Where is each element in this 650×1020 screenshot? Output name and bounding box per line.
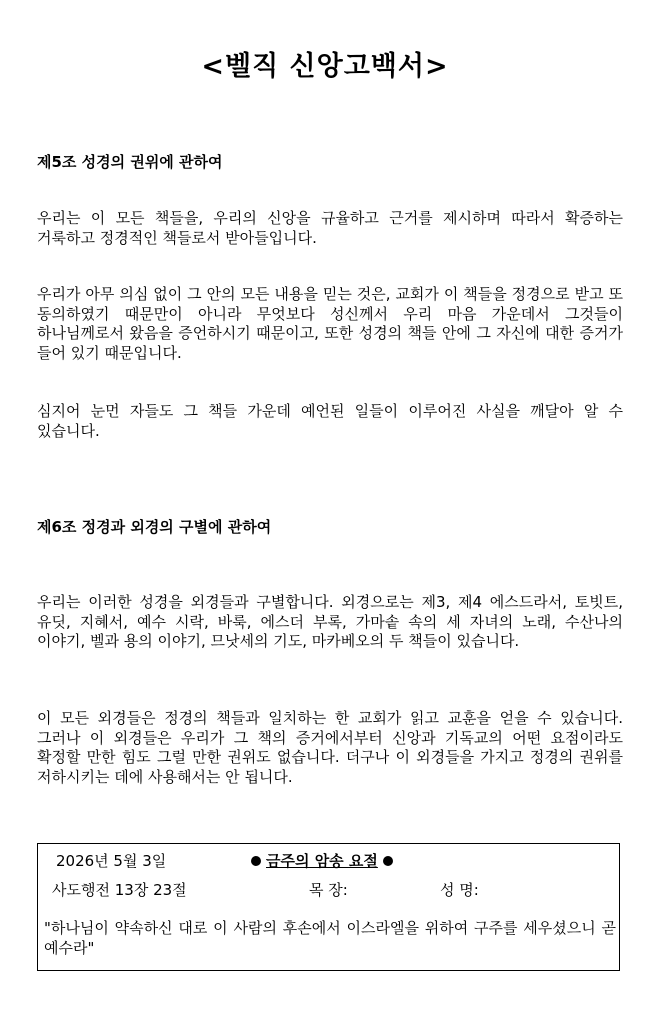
document-title: <벨직 신앙고백서> <box>201 51 449 82</box>
article-paragraph: 우리는 이 모든 책들을, 우리의 신앙을 규율하고 근거를 제시하며 따라서 확증하는 거룩하고 정경적인 책들로서 받아들입니다. <box>37 209 623 247</box>
article-heading: 제5조 성경의 권위에 관하여 <box>37 153 223 171</box>
memory-verse-text: "하나님이 약속하신 대로 이 사람의 후손에서 이스라엘을 위하여 구주를 세우셨으니 곧 예수라" <box>44 919 616 957</box>
memory-verse-box <box>37 843 620 971</box>
bullet-dot-icon <box>251 856 261 866</box>
article-paragraph: 이 모든 외경들은 정경의 책들과 일치하는 한 교회가 읽고 교훈을 얻을 수 있습니다. 그러나 이 외경들은 우리가 그 책의 증거에서부터 신앙과 기독교의 어떤 요점이라도 확정할 만한 힘도 그럴 만한 권위도 없습니다. 더구나 이 외경들을 가지고 정경의 권위를 저하시키는 데에 사용해서는 안 됩니다. <box>37 709 623 786</box>
bullet-dot-icon <box>383 856 393 866</box>
name-field-label: 성 명: <box>440 881 479 899</box>
article-paragraph: 우리는 이러한 성경을 외경들과 구별합니다. 외경으로는 제3, 제4 에스드라서, 토빗트, 유딧, 지혜서, 예수 시락, 바룩, 에스더 부록, 가마솥 속의 세 자녀의 노래, 수산나의 이야기, 벨과 용의 이야기, 므낫세의 기도, 마카베오의 두 책들이 있습니다. <box>37 593 623 650</box>
verse-reference: 사도행전 13장 23절 <box>52 881 187 899</box>
article-paragraph: 심지어 눈먼 자들도 그 책들 가운데 예언된 일들이 이루어진 사실을 깨달아 알 수 있습니다. <box>37 402 623 440</box>
memory-title: 금주의 암송 요절 <box>266 852 378 870</box>
article-heading: 제6조 정경과 외경의 구별에 관하여 <box>37 518 272 536</box>
memory-title-group <box>246 850 398 871</box>
memory-date: 2026년 5월 3일 <box>56 852 167 870</box>
article-paragraph: 우리가 아무 의심 없이 그 안의 모든 내용을 믿는 것은, 교회가 이 책들을 정경으로 받고 또 동의하였기 때문만이 아니라 무엇보다 성신께서 우리 마음 가운데서 그것들이 하나님께로서 왔음을 증언하시기 때문이고, 또한 성경의 책들 안에 그 자신에 대한 증거가 들어 있기 때문입니다. <box>37 285 623 362</box>
group-field-label: 목 장: <box>309 881 348 899</box>
